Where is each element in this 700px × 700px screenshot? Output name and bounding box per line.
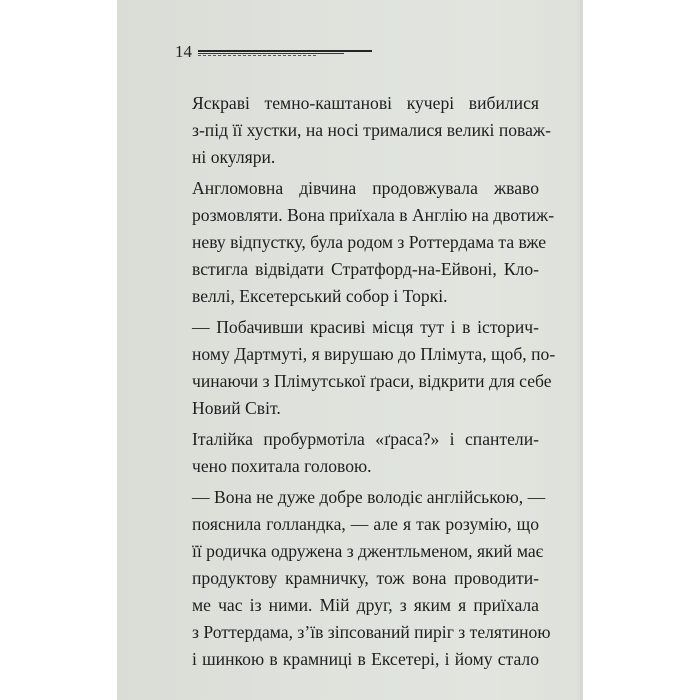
text-line: продуктову крамничку, тож вона проводити-: [192, 568, 539, 588]
page-header: [175, 40, 475, 64]
text-line: ні окуляри.: [192, 147, 276, 167]
page-body: [175, 90, 556, 677]
text-line: веллі, Ексетерський собор і Торкі.: [192, 286, 448, 306]
text-line: — Побачивши красиві місця тут і в історич-: [192, 317, 539, 337]
text-line: встигла відвідати Стратфорд-на-Ейвоні, Кло-: [192, 259, 539, 279]
text-line: ме час із ними. Мій друг, з яким я приїхала: [192, 595, 539, 615]
paragraph: [175, 314, 556, 422]
paragraph: [175, 175, 555, 310]
text-line: пояснила голландка, — але я так розумію, що: [192, 514, 539, 534]
text-line: чинаючи з Плімутської ґраси, відкрити для себе: [192, 371, 552, 391]
text-line: — Вона не дуже добре володіє англійською, —: [192, 487, 546, 507]
text-line: Новий Світ.: [192, 398, 281, 418]
text-line: розмовляти. Вона приїхала в Англію на двотиж-: [192, 205, 555, 225]
header-rule-line: [198, 50, 372, 52]
text-line: з Роттердама, з’їв зіпсований пиріг з телятиною: [192, 622, 551, 642]
paragraph: [175, 484, 551, 673]
text-line: ному Дартмуті, я вирушаю до Плімута, щоб, по-: [192, 344, 556, 364]
text-line: її родичка одружена з джентльменом, який має: [192, 541, 544, 561]
header-rule-line: [198, 55, 318, 56]
text-line: неву відпустку, була родом з Роттердама та вже: [192, 232, 547, 252]
text-line: Італійка пробурмотіла «ґраса?» і спантели-: [192, 429, 539, 449]
paragraph: [175, 90, 551, 171]
paragraph: [175, 426, 539, 480]
book-page: [117, 0, 583, 700]
text-line: Англомовна дівчина продовжувала жваво: [192, 178, 539, 198]
header-rule-line: [198, 53, 344, 54]
header-rule: [198, 50, 372, 56]
text-line: чено похитала головою.: [192, 456, 372, 476]
text-line: Яскраві темно-каштанові кучері вибилися: [192, 93, 539, 113]
page-number: 14: [175, 42, 192, 61]
text-line: з-під її хустки, на носі трималися великі поваж-: [192, 120, 551, 140]
text-line: і шинкою в крамниці в Ексетері, і йому стало: [192, 649, 539, 669]
